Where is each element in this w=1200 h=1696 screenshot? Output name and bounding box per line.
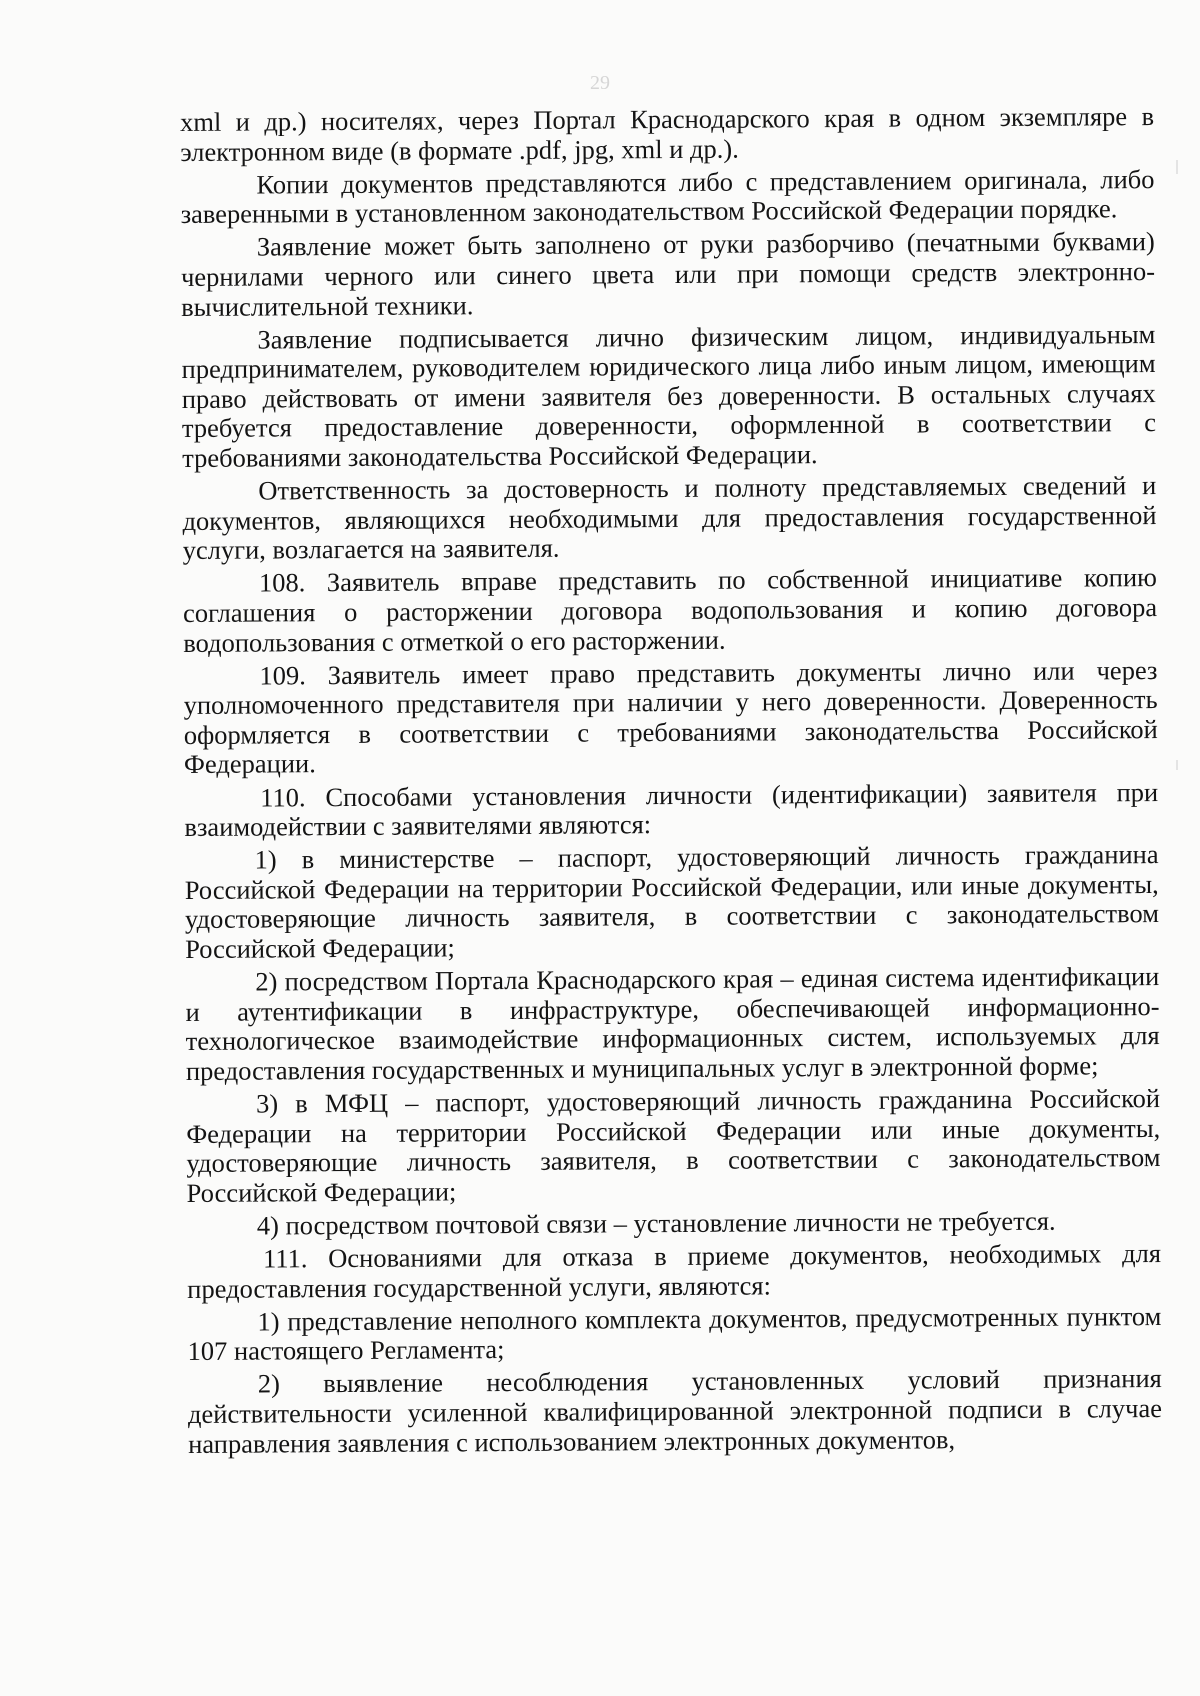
paragraph-110: 110. Способами установления личности (идентификации) заявителя при взаимодействии с заявителями являются:	[184, 776, 1159, 843]
list-item-110-4: 4) посредством почтовой связи – установление личности не требуется.	[256, 1205, 1056, 1241]
paragraph-109: 109. Заявитель имеет право представить документы лично или через уполномоченного представителя при наличии у него доверенности. Доверенность оформляется в соответствии с требованиями законодательства Российской Федерации.	[183, 654, 1158, 780]
document-body	[180, 102, 1162, 1463]
paragraph-filling: Заявление может быть заполнено от руки разборчиво (печатными буквами) чернилами черного или синего цвета или при помощи средств электронно-вычислительной техники.	[180, 226, 1156, 322]
paragraph-111: 111. Основаниями для отказа в приеме документов, необходимых для предоставления государственной услуги, являются:	[187, 1237, 1162, 1304]
list-item-110-1: 1) в министерстве – паспорт, удостоверяющий личность гражданина Российской Федерации на территории Российской Федерации, или иные документы, удостоверяющие личность заявителя, в соответствии с законодательством Российской Федерации;	[184, 839, 1160, 965]
list-item-110-3: 3) в МФЦ – паспорт, удостоверяющий личность гражданина Российской Федерации на территории Российской Федерации или иные документы, удостоверяющие личность заявителя, в соответствии с законодательством Российской Федерации;	[186, 1083, 1161, 1208]
paragraph-responsibility: Ответственность за достоверность и полноту представляемых сведений и документов, являющихся необходимыми для предоставления государственной услуги, возлагается на заявителя.	[182, 470, 1157, 566]
page-number: 29	[590, 72, 610, 94]
paragraph-continuation: xml и др.) носителях, через Портал Краснодарского края в одном экземпляре в электронном виде (в формате .pdf, jpg, xml и др.).	[179, 101, 1155, 167]
list-item-111-2: 2) выявление несоблюдения установленных условий признания действительности усиленной квалифицированной электронной подписи в случае направления заявления с использованием электронных документов,	[187, 1363, 1163, 1459]
list-item-111-1: 1) представление неполного комплекта документов, предусмотренных пунктом 107 настоящего Регламента;	[187, 1300, 1162, 1367]
scan-mark	[1176, 760, 1178, 770]
paragraph-108: 108. Заявитель вправе представить по собственной инициативе копию соглашения о расторжении договора водопользования и копию договора водопользования с отметкой о его расторжении.	[182, 562, 1158, 658]
paragraph-copies: Копии документов представляются либо с представлением оригинала, либо заверенными в установленном законодательством Российской Федерации порядке.	[180, 163, 1155, 230]
paragraph-signing: Заявление подписывается лично физическим лицом, индивидуальным предпринимателем, руководителем юридического лица либо иным лицом, имеющим право действовать от имени заявителя без доверенности. В остальных случаях требуется предоставление доверенности, оформленной в соответствии с требованиями законодательства Российской Федерации.	[181, 318, 1157, 474]
scan-mark	[1176, 160, 1178, 174]
list-item-110-2: 2) посредством Портала Краснодарского края – единая система идентификации и аутентификации в инфраструктуре, обеспечивающей информационно-технологическое взаимодействие информационных систем, используемых для предоставления государственных и муниципальных услуг в электронной форме;	[185, 961, 1160, 1086]
